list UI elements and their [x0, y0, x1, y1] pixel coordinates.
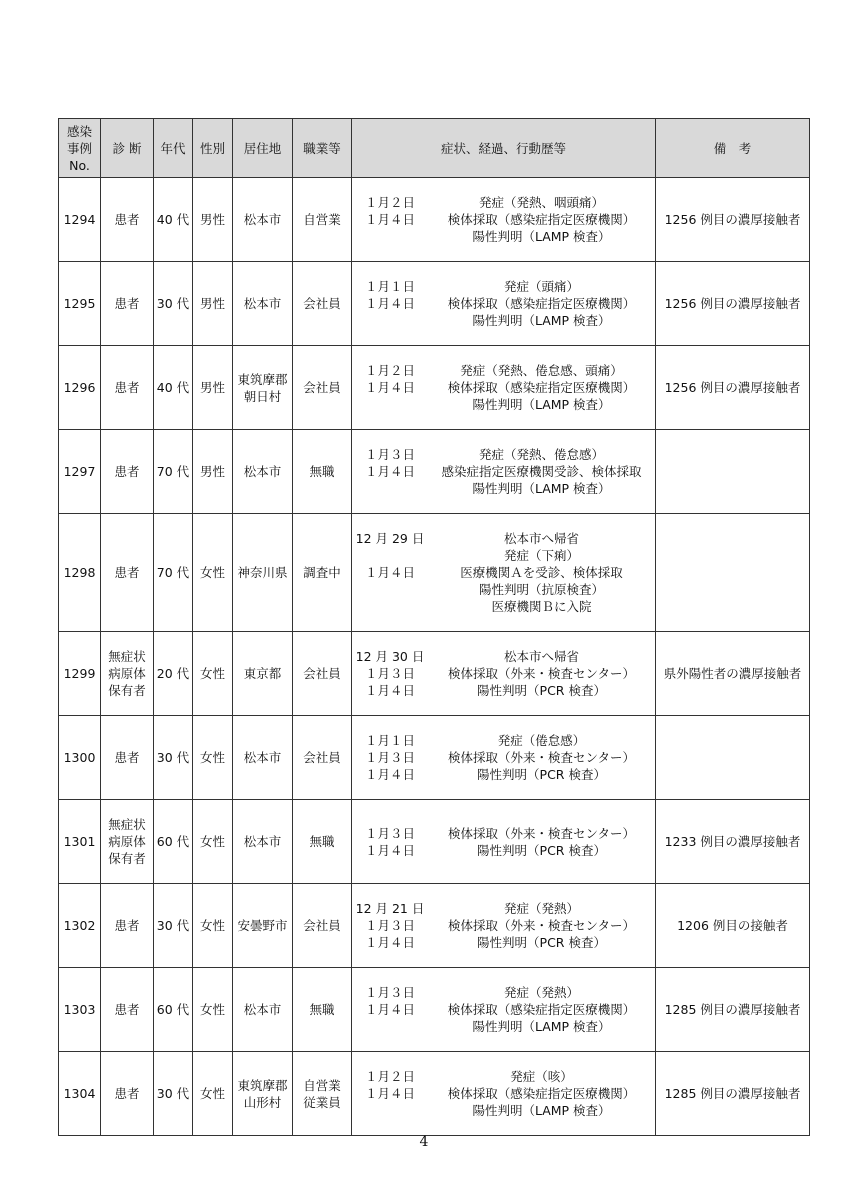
occupation-cell-line: 無職: [309, 834, 335, 849]
remarks-cell: 1256 例目の濃厚接触者: [656, 178, 810, 262]
header-residence: 居住地: [233, 119, 293, 178]
remarks-cell: 1233 例目の濃厚接触者: [656, 800, 810, 884]
event-date: [352, 228, 428, 245]
event-text: 陽性判明（抗原検査）: [478, 582, 604, 597]
event-date: １月３日: [364, 666, 415, 681]
case-number-cell: 1300: [59, 716, 101, 800]
event-text: 医療機関Ａを受診、検体採取: [460, 565, 623, 580]
age-cell: 30 代: [154, 884, 193, 968]
event-date: [352, 480, 428, 497]
residence-cell-line: 松本市: [243, 1002, 282, 1017]
event-date: [352, 1102, 428, 1119]
diagnosis-cell-line: 患者: [114, 565, 140, 580]
occupation-cell: [293, 262, 352, 346]
event-line: [352, 379, 655, 396]
event-line: [352, 362, 655, 379]
occupation-cell: [293, 800, 352, 884]
occupation-cell: [293, 716, 352, 800]
event-date: １月４日: [364, 842, 415, 858]
residence-cell: [233, 884, 293, 968]
occupation-cell-line: 無職: [309, 1002, 335, 1017]
residence-cell-line: 朝日村: [243, 388, 282, 404]
case-rows: [59, 178, 810, 1136]
residence-cell-line: 東筑摩郡: [237, 1077, 288, 1093]
event-text: 感染症指定医療機関受診、検体採取: [441, 464, 642, 479]
header-row: [59, 119, 810, 178]
case-number-cell: 1299: [59, 632, 101, 716]
event-line: [352, 564, 655, 581]
remarks-cell: 1206 例目の接触者: [656, 884, 810, 968]
diagnosis-cell: [101, 632, 154, 716]
occupation-cell: [293, 430, 352, 514]
event-line: [352, 278, 655, 295]
diagnosis-cell: [101, 514, 154, 632]
sex-cell: 男性: [193, 346, 233, 430]
event-text: 発症（発熱、咽頭痛）: [478, 195, 604, 210]
diagnosis-cell-line: 患者: [114, 464, 140, 479]
event-text: 検体採取（感染症指定医療機関）: [447, 380, 636, 395]
event-date: 12 月 29 日: [355, 531, 425, 546]
case-number-cell: 1294: [59, 178, 101, 262]
symptoms-cell: [352, 800, 656, 884]
residence-cell-line: 松本市: [243, 212, 282, 227]
residence-cell-line: 山形村: [243, 1094, 282, 1110]
event-line: [352, 749, 655, 766]
remarks-cell: 県外陽性者の濃厚接触者: [656, 632, 810, 716]
event-text: 検体採取（感染症指定医療機関）: [447, 296, 636, 311]
event-date: １月４日: [364, 1002, 415, 1017]
table-row: [59, 178, 810, 262]
residence-cell-line: 松本市: [243, 464, 282, 479]
event-line: [352, 1068, 655, 1085]
occupation-cell-line: 自営業: [303, 1077, 341, 1093]
age-cell: 20 代: [154, 632, 193, 716]
event-date: [352, 598, 428, 615]
case-number-cell: 1302: [59, 884, 101, 968]
occupation-cell: [293, 968, 352, 1052]
event-date: １月３日: [364, 447, 415, 462]
event-date: １月２日: [364, 1069, 415, 1084]
table-row: [59, 884, 810, 968]
event-text: 陽性判明（LAMP 検査）: [472, 229, 611, 244]
event-text: 発症（発熱、倦怠感、頭痛）: [460, 363, 623, 378]
occupation-cell: [293, 514, 352, 632]
event-text: 医療機関Ｂに入院: [491, 599, 592, 614]
event-date: １月３日: [364, 750, 415, 765]
residence-cell: [233, 262, 293, 346]
diagnosis-cell-line: 患者: [114, 296, 140, 311]
symptoms-cell: [352, 178, 656, 262]
sex-cell: 女性: [193, 632, 233, 716]
event-text: 検体採取（外来・検査センター）: [447, 825, 635, 841]
event-line: [352, 732, 655, 749]
diagnosis-cell-line: 無症状: [108, 649, 146, 664]
event-line: [352, 547, 655, 564]
sex-cell: 男性: [193, 178, 233, 262]
occupation-cell: [293, 346, 352, 430]
age-cell: 60 代: [154, 800, 193, 884]
event-line: [352, 295, 655, 312]
event-line: [352, 446, 655, 463]
diagnosis-cell: [101, 346, 154, 430]
table-row: [59, 968, 810, 1052]
residence-cell: [233, 178, 293, 262]
event-text: 検体採取（感染症指定医療機関）: [447, 212, 636, 227]
case-number-cell: 1304: [59, 1052, 101, 1136]
remarks-cell: 1256 例目の濃厚接触者: [656, 262, 810, 346]
event-line: [352, 396, 655, 413]
event-line: [352, 842, 655, 859]
header-remarks: 備 考: [656, 119, 810, 178]
table-row: [59, 632, 810, 716]
event-date: [352, 312, 428, 329]
event-date: １月１日: [364, 733, 415, 748]
header-symptoms: 症状、経過、行動歴等: [352, 119, 656, 178]
event-text: 検体採取（外来・検査センター）: [447, 918, 635, 933]
page-number: 4: [419, 1134, 429, 1150]
case-number-cell: 1298: [59, 514, 101, 632]
age-cell: 30 代: [154, 716, 193, 800]
occupation-cell-line: 調査中: [303, 565, 341, 580]
event-date: １月３日: [364, 918, 415, 933]
event-text: 発症（倦怠感）: [497, 733, 586, 748]
header-age: 年代: [154, 119, 193, 178]
occupation-cell-line: 会社員: [303, 918, 341, 933]
header-case-no: 感染 事例 No.: [59, 119, 101, 178]
residence-cell-line: 東京都: [243, 666, 282, 681]
table-row: [59, 430, 810, 514]
diagnosis-cell-line: 患者: [114, 918, 140, 933]
remarks-cell: [656, 716, 810, 800]
event-date: [352, 581, 428, 598]
residence-cell-line: 安曇野市: [237, 918, 288, 933]
diagnosis-cell: [101, 262, 154, 346]
age-cell: 30 代: [154, 262, 193, 346]
residence-cell-line: 東筑摩郡: [237, 371, 288, 387]
event-date: 12 月 30 日: [355, 649, 425, 664]
event-line: [352, 463, 655, 480]
event-date: [352, 547, 428, 564]
occupation-cell: [293, 1052, 352, 1136]
event-text: 検体採取（外来・検査センター）: [447, 666, 635, 681]
event-date: １月１日: [364, 279, 415, 294]
occupation-cell-line: 会社員: [303, 750, 341, 765]
case-number-cell: 1301: [59, 800, 101, 884]
table-row: [59, 514, 810, 632]
occupation-cell-line: 自営業: [303, 212, 341, 227]
diagnosis-cell-line: 患者: [114, 1002, 140, 1017]
diagnosis-cell-line: 無症状: [108, 817, 146, 832]
event-text: 発症（発熱）: [503, 901, 579, 916]
event-date: １月４日: [364, 212, 415, 227]
event-line: [352, 228, 655, 245]
event-date: １月４日: [364, 464, 415, 479]
symptoms-cell: [352, 632, 656, 716]
event-text: 陽性判明（LAMP 検査）: [472, 313, 611, 328]
diagnosis-cell-line: 患者: [114, 1086, 140, 1101]
diagnosis-cell-line: 病原体: [108, 834, 146, 849]
event-text: 発症（頭痛）: [503, 279, 579, 294]
symptoms-cell: [352, 514, 656, 632]
event-line: [352, 1085, 655, 1102]
case-number-cell: 1303: [59, 968, 101, 1052]
age-cell: 70 代: [154, 514, 193, 632]
event-date: １月４日: [364, 935, 415, 950]
event-date: １月４日: [364, 565, 415, 580]
symptoms-cell: [352, 884, 656, 968]
event-line: [352, 1018, 655, 1035]
sex-cell: 女性: [193, 514, 233, 632]
residence-cell: [233, 430, 293, 514]
residence-cell-line: 松本市: [243, 750, 282, 765]
header-diagnosis: 診 断: [101, 119, 154, 178]
table-row: [59, 346, 810, 430]
event-line: [352, 581, 655, 598]
symptoms-cell: [352, 346, 656, 430]
event-text: 陽性判明（LAMP 検査）: [472, 481, 611, 496]
case-table: [58, 118, 810, 1136]
age-cell: 70 代: [154, 430, 193, 514]
event-date: １月２日: [364, 363, 415, 378]
event-text: 陽性判明（PCR 検査）: [477, 683, 606, 698]
residence-cell: [233, 716, 293, 800]
header-occupation: 職業等: [293, 119, 352, 178]
diagnosis-cell-line: 保有者: [108, 851, 146, 866]
diagnosis-cell-line: 病原体: [108, 666, 146, 681]
remarks-cell: [656, 430, 810, 514]
event-text: 陽性判明（PCR 検査）: [477, 935, 606, 950]
remarks-cell: 1256 例目の濃厚接触者: [656, 346, 810, 430]
event-line: [352, 1102, 655, 1119]
event-line: [352, 1001, 655, 1018]
diagnosis-cell: [101, 430, 154, 514]
event-line: [352, 211, 655, 228]
event-line: [352, 682, 655, 699]
event-line: [352, 665, 655, 682]
residence-cell: [233, 632, 293, 716]
age-cell: 30 代: [154, 1052, 193, 1136]
table-row: [59, 1052, 810, 1136]
remarks-cell: [656, 514, 810, 632]
residence-cell: [233, 346, 293, 430]
event-line: [352, 194, 655, 211]
diagnosis-cell-line: 患者: [114, 380, 140, 395]
event-date: １月４日: [364, 296, 415, 311]
occupation-cell-line: 無職: [309, 464, 335, 479]
event-line: [352, 917, 655, 934]
diagnosis-cell: [101, 1052, 154, 1136]
event-text: 陽性判明（LAMP 検査）: [472, 1103, 611, 1118]
event-date: 12 月 21 日: [355, 901, 425, 916]
event-date: １月４日: [364, 380, 415, 395]
symptoms-cell: [352, 1052, 656, 1136]
diagnosis-cell: [101, 968, 154, 1052]
symptoms-cell: [352, 262, 656, 346]
event-date: １月２日: [364, 195, 415, 210]
event-date: [352, 1018, 428, 1035]
symptoms-cell: [352, 716, 656, 800]
symptoms-cell: [352, 430, 656, 514]
event-line: [352, 825, 655, 842]
table-row: [59, 716, 810, 800]
event-text: 発症（発熱、倦怠感）: [478, 447, 604, 462]
residence-cell: [233, 968, 293, 1052]
event-text: 検体採取（外来・検査センター）: [447, 750, 635, 765]
event-text: 陽性判明（LAMP 検査）: [472, 397, 611, 412]
event-line: [352, 934, 655, 951]
event-date: [352, 396, 428, 413]
occupation-cell: [293, 884, 352, 968]
residence-cell-line: 神奈川県: [237, 565, 288, 580]
occupation-cell-line: 会社員: [303, 380, 341, 395]
event-date: １月４日: [364, 767, 415, 782]
event-text: 陽性判明（PCR 検査）: [477, 767, 606, 782]
remarks-cell: 1285 例目の濃厚接触者: [656, 1052, 810, 1136]
sex-cell: 女性: [193, 800, 233, 884]
case-number-cell: 1296: [59, 346, 101, 430]
age-cell: 40 代: [154, 346, 193, 430]
sex-cell: 女性: [193, 1052, 233, 1136]
sex-cell: 男性: [193, 262, 233, 346]
event-text: 検体採取（感染症指定医療機関）: [447, 1002, 636, 1017]
event-text: 発症（発熱）: [503, 985, 579, 1000]
age-cell: 40 代: [154, 178, 193, 262]
event-text: 発症（下痢）: [503, 548, 579, 563]
event-text: 発症（咳）: [510, 1069, 573, 1084]
residence-cell: [233, 514, 293, 632]
event-line: [352, 480, 655, 497]
occupation-cell-line: 会社員: [303, 296, 341, 311]
event-line: [352, 900, 655, 917]
event-text: 松本市へ帰省: [503, 649, 579, 664]
sex-cell: 男性: [193, 430, 233, 514]
age-cell: 60 代: [154, 968, 193, 1052]
event-date: １月４日: [364, 683, 415, 698]
occupation-cell-line: 会社員: [303, 666, 341, 681]
occupation-cell: [293, 178, 352, 262]
remarks-cell: 1285 例目の濃厚接触者: [656, 968, 810, 1052]
residence-cell-line: 松本市: [243, 296, 282, 311]
event-line: [352, 766, 655, 783]
sex-cell: 女性: [193, 716, 233, 800]
symptoms-cell: [352, 968, 656, 1052]
event-line: [352, 530, 655, 547]
residence-cell-line: 松本市: [243, 834, 282, 849]
sex-cell: 女性: [193, 884, 233, 968]
table-row: [59, 800, 810, 884]
event-date: １月３日: [364, 985, 415, 1000]
event-text: 検体採取（感染症指定医療機関）: [447, 1086, 636, 1101]
occupation-cell-line: 従業員: [303, 1094, 341, 1110]
diagnosis-cell: [101, 800, 154, 884]
event-date: １月４日: [364, 1086, 415, 1101]
diagnosis-cell-line: 患者: [114, 212, 140, 227]
event-text: 陽性判明（PCR 検査）: [477, 842, 606, 858]
residence-cell: [233, 1052, 293, 1136]
header-sex: 性別: [193, 119, 233, 178]
diagnosis-cell-line: 患者: [114, 750, 140, 765]
diagnosis-cell-line: 保有者: [108, 683, 146, 698]
case-number-cell: 1295: [59, 262, 101, 346]
event-text: 陽性判明（LAMP 検査）: [472, 1019, 611, 1034]
event-date: １月３日: [364, 825, 415, 841]
diagnosis-cell: [101, 716, 154, 800]
diagnosis-cell: [101, 178, 154, 262]
table-row: [59, 262, 810, 346]
event-text: 松本市へ帰省: [503, 531, 579, 546]
event-line: [352, 648, 655, 665]
residence-cell: [233, 800, 293, 884]
event-line: [352, 984, 655, 1001]
sex-cell: 女性: [193, 968, 233, 1052]
case-number-cell: 1297: [59, 430, 101, 514]
occupation-cell: [293, 632, 352, 716]
diagnosis-cell: [101, 884, 154, 968]
event-line: [352, 312, 655, 329]
event-line: [352, 598, 655, 615]
